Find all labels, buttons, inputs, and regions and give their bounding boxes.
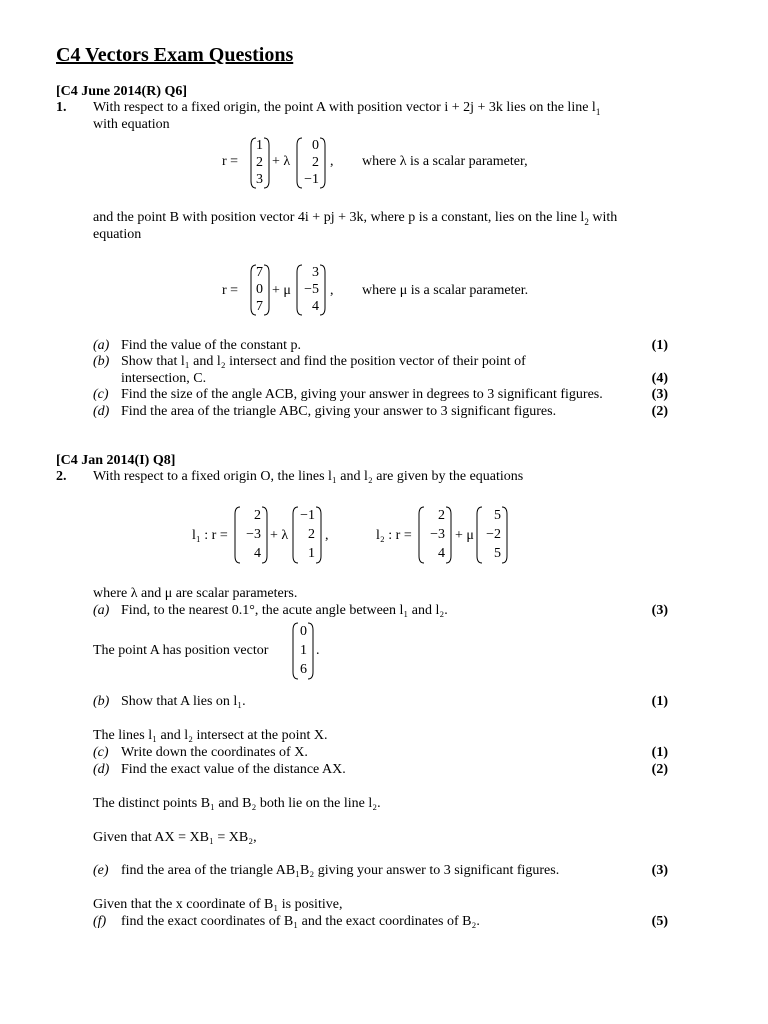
q2-l1-comma: , (325, 528, 329, 543)
q1-part-b-text-cont: intersection, C. (121, 371, 207, 386)
q2-part-e-text: find the area of the triangle AB₁B₂ giving your answer to 3 significant figures. (121, 863, 560, 878)
q1-part-c-label: (c) (93, 387, 109, 402)
q1-eq1-lhs: r = (222, 154, 239, 169)
q2-given2: Given that the x coordinate of B₁ is positive, (93, 897, 343, 912)
q2-intro: With respect to a fixed origin O, the lines l₁ and l₂ are given by the equations (93, 469, 524, 484)
q2-part-b-marks: (1) (651, 694, 668, 709)
q1-part-b-label: (b) (93, 354, 110, 369)
q1-intro-line1: With respect to a fixed origin, the point A with position vector i + 2j + 3k lies on the line $l_1$ (93, 100, 601, 117)
q1-part-a-label: (a) (93, 338, 110, 353)
q2-part-f-label: (f) (93, 914, 107, 929)
q2-params: where λ and μ are scalar parameters. (93, 586, 298, 601)
q2-intersect: The lines l₁ and l₂ intersect at the point X. (93, 728, 328, 743)
q2-l1-lhs: l₁ : r = (192, 528, 228, 543)
q1-part-a-text: Find the value of the constant p. (121, 338, 302, 353)
q2-part-c-text: Write down the coordinates of X. (121, 745, 308, 760)
q1-eq2-comma: , (330, 283, 334, 298)
q1-eq1-op: + λ (272, 154, 291, 169)
q1-intro-line2: with equation (93, 117, 170, 132)
q2-point-a-vector: 0 1 6 (292, 622, 314, 680)
q1-mid-line1: and the point B with position vector 4i + pj + 3k, where p is a constant, lies on the line $l_2$ with (93, 210, 618, 227)
q1-part-c-marks: (3) (651, 387, 668, 402)
q2-number: 2. (56, 469, 67, 484)
q1-part-d-label: (d) (93, 404, 110, 419)
q1-eq2-vector1: 7 0 7 (250, 264, 270, 316)
q2-point-a-text: The point A has position vector (93, 643, 269, 658)
q2-part-a-marks: (3) (651, 603, 668, 618)
q2-part-a-label: (a) (93, 603, 110, 618)
q2-part-d-marks: (2) (651, 762, 668, 777)
q2-part-f-text: find the exact coordinates of B₁ and the exact coordinates of B₂. (121, 914, 480, 929)
q2-part-e-label: (e) (93, 863, 109, 878)
q1-part-d-text: Find the area of the triangle ABC, giving your answer to 3 significant figures. (121, 404, 557, 419)
q2-l2-vector1: 2 −3 4 (418, 506, 452, 564)
q1-number: 1. (56, 100, 67, 115)
q2-l1-vector1: 2 −3 4 (234, 506, 268, 564)
q1-eq2-op: + μ (272, 283, 291, 298)
q1-part-c-text: Find the size of the angle ACB, giving your answer in degrees to 3 significant figures. (121, 387, 603, 402)
q1-source-header: [C4 June 2014(R) Q6] (56, 84, 188, 99)
q2-part-c-label: (c) (93, 745, 109, 760)
q2-part-f-marks: (5) (651, 914, 668, 929)
q1-eq2-vector2: 3 −5 4 (296, 264, 326, 316)
q1-eq1-vector2: 0 2 −1 (296, 137, 326, 189)
q1-part-b-marks: (4) (651, 371, 668, 386)
q2-distinct: The distinct points B₁ and B₂ both lie on the line l₂. (93, 796, 381, 811)
q2-l2-lhs: l₂ : r = (376, 528, 412, 543)
q1-part-d-marks: (2) (651, 404, 668, 419)
q1-mid-line2: equation (93, 227, 142, 242)
q2-part-d-text: Find the exact value of the distance AX. (121, 762, 346, 777)
q1-part-a-marks: (1) (651, 338, 668, 353)
q2-l2-op: + μ (455, 528, 474, 543)
q1-eq1-vector1: 1 2 3 (250, 137, 270, 189)
q2-part-b-label: (b) (93, 694, 110, 709)
q2-l1-op: + λ (270, 528, 289, 543)
q2-part-a-text: Find, to the nearest 0.1°, the acute angle between l₁ and l₂. (121, 603, 448, 618)
q2-source-header: [C4 Jan 2014(I) Q8] (56, 453, 176, 468)
q2-part-e-marks: (3) (651, 863, 668, 878)
q1-part-b-text: Show that l₁ and l₂ intersect and find the position vector of their point of (121, 354, 526, 369)
q2-part-b-text: Show that A lies on l₁. (121, 694, 246, 709)
q2-l2-vector2: 5 −2 5 (476, 506, 508, 564)
q2-part-d-label: (d) (93, 762, 110, 777)
q1-eq1-comma: , (330, 154, 334, 169)
q1-eq1-note: where λ is a scalar parameter, (362, 154, 528, 169)
q2-part-c-marks: (1) (651, 745, 668, 760)
q2-l1-vector2: −1 2 1 (292, 506, 322, 564)
q2-point-a-end: . (316, 643, 320, 658)
page-title: C4 Vectors Exam Questions (56, 44, 294, 66)
q1-eq2-note: where μ is a scalar parameter. (362, 283, 529, 298)
q2-given1: Given that AX = XB₁ = XB₂, (93, 830, 257, 845)
q1-eq2-lhs: r = (222, 283, 239, 298)
